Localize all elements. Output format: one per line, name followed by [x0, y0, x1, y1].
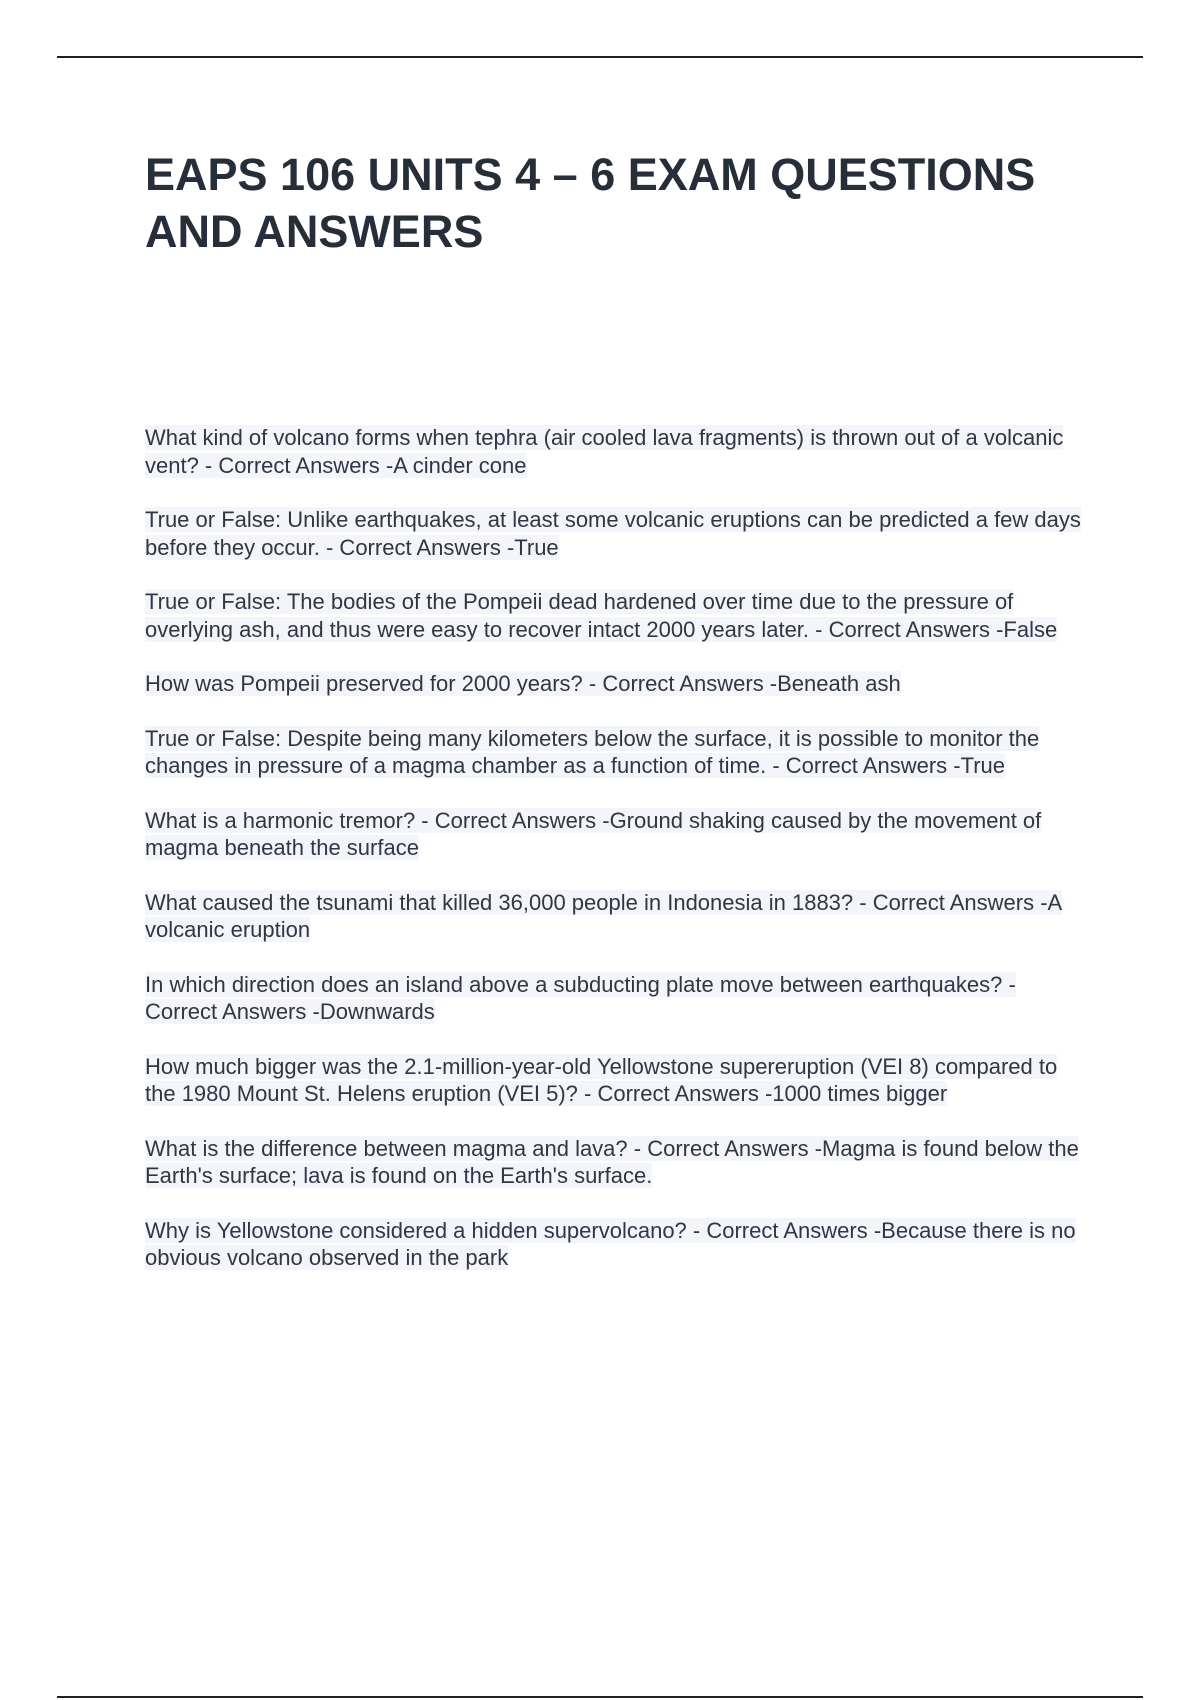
- qa-text: What is the difference between magma and lava? - Correct Answers -Magma is found below the Earth's surface; lava is found on the Earth's surface.: [145, 1135, 1079, 1188]
- header-rule: [57, 56, 1143, 58]
- document-title: EAPS 106 UNITS 4 – 6 EXAM QUESTIONS AND ANSWERS: [145, 149, 1036, 257]
- qa-item: [145, 506, 1093, 561]
- qa-item: [145, 670, 1093, 698]
- qa-item: [145, 725, 1093, 780]
- footer-rule: [57, 1696, 1143, 1698]
- qa-item: [145, 1053, 1093, 1108]
- qa-text: What is a harmonic tremor? - Correct Answers -Ground shaking caused by the movement of magma beneath the surface: [145, 807, 1042, 860]
- qa-item: [145, 1135, 1093, 1190]
- qa-item: [145, 588, 1093, 643]
- qa-text: How was Pompeii preserved for 2000 years? - Correct Answers -Beneath ash: [145, 671, 901, 696]
- qa-text: True or False: The bodies of the Pompeii dead hardened over time due to the pressure of overlying ash, and thus were easy to recover intact 2000 years later. - Correct Answers -False: [145, 589, 1058, 642]
- qa-list: [145, 424, 1093, 1299]
- qa-item: [145, 889, 1093, 944]
- qa-item: [145, 424, 1093, 479]
- qa-item: [145, 807, 1093, 862]
- qa-text: Why is Yellowstone considered a hidden supervolcano? - Correct Answers -Because there is no obvious volcano observed in the park: [145, 1217, 1076, 1270]
- qa-text: What kind of volcano forms when tephra (air cooled lava fragments) is thrown out of a volcanic vent? - Correct Answers -A cinder cone: [145, 425, 1064, 478]
- qa-text: True or False: Unlike earthquakes, at least some volcanic eruptions can be predicted a few days before they occur. - Correct Answers -True: [145, 507, 1081, 560]
- qa-text: True or False: Despite being many kilometers below the surface, it is possible to monitor the changes in pressure of a magma chamber as a function of time. - Correct Answers -True: [145, 725, 1040, 778]
- qa-item: [145, 1217, 1093, 1272]
- qa-item: [145, 971, 1093, 1026]
- qa-text: What caused the tsunami that killed 36,000 people in Indonesia in 1883? - Correct Answers -A volcanic eruption: [145, 889, 1063, 942]
- qa-text: In which direction does an island above a subducting plate move between earthquakes? - Correct Answers -Downwards: [145, 971, 1016, 1024]
- qa-text: How much bigger was the 2.1-million-year-old Yellowstone supereruption (VEI 8) compared to the 1980 Mount St. Helens eruption (VEI 5)? - Correct Answers -1000 times bigger: [145, 1053, 1058, 1106]
